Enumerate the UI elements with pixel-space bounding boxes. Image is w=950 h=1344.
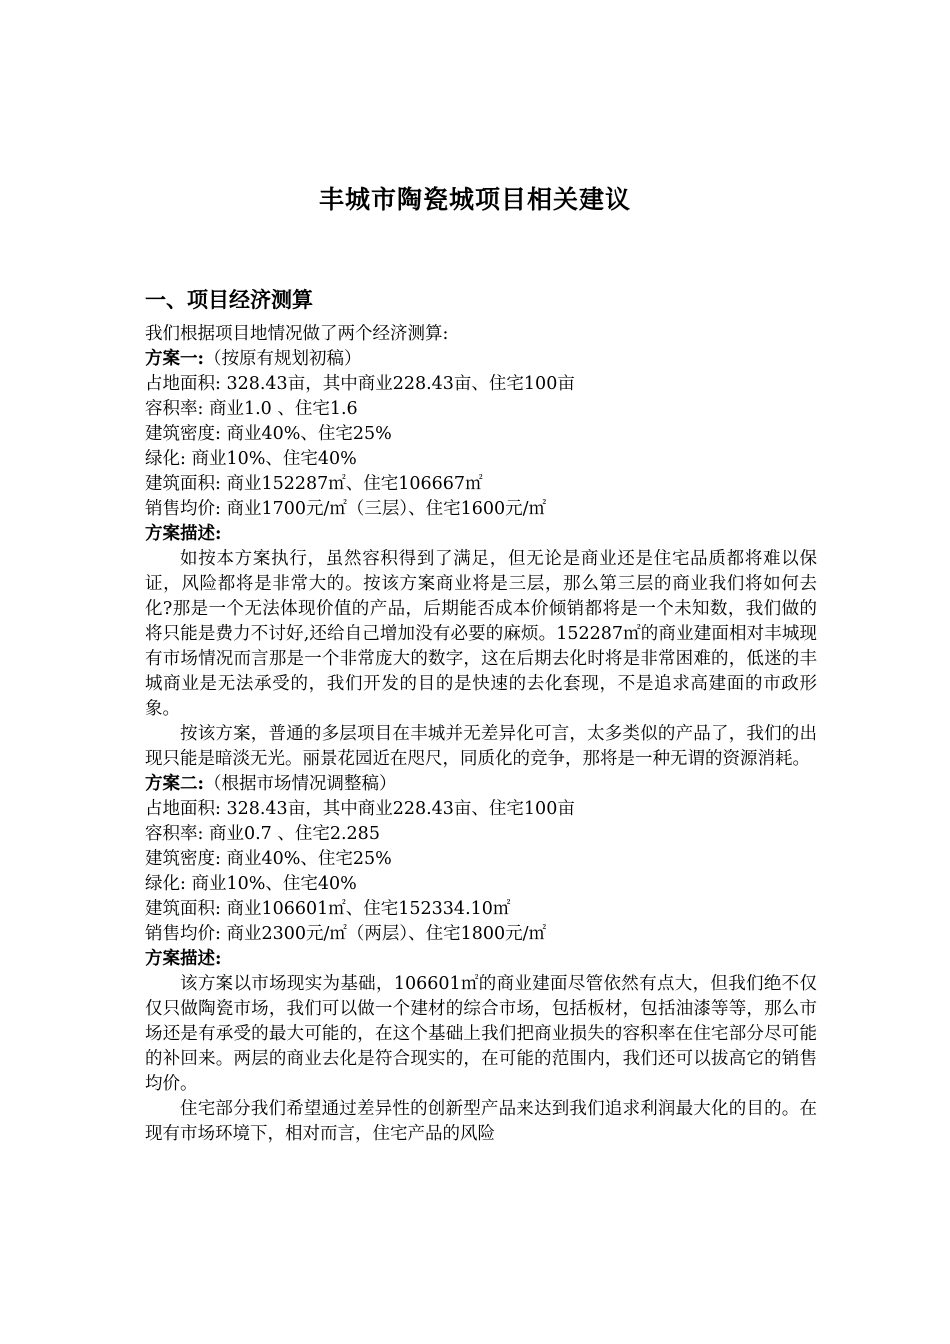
plan1-building-density: 建筑密度: 商业40%、住宅25%: [145, 424, 392, 444]
plan2-desc-label: 方案描述:: [145, 949, 222, 969]
plan2-desc-paragraph-1: 该方案以市场现实为基础，106601㎡的商业建面尽管依然有点大，但我们绝不仅仅只做陶瓷市场，我们可以做一个建材的综合市场，包括板材，包括油漆等等，那么市场还是有承受的最大可能的，在这个基础上我们把商业损失的容积率在住宅部分尽可能的补回来。两层的商业去化是符合现实的，在可能的范围内，我们还可以拔高它的销售均价。: [145, 974, 817, 1094]
plan1-floor-area: 建筑面积: 商业152287㎡、住宅106667㎡: [145, 474, 483, 494]
plan2-avg-price: 销售均价: 商业2300元/㎡（两层）、住宅1800元/㎡: [145, 924, 547, 944]
plan1-desc-label: 方案描述:: [145, 524, 222, 544]
plan1-desc-paragraph-1: 如按本方案执行，虽然容积得到了满足，但无论是商业还是住宅品质都将难以保证，风险都将是非常大的。按该方案商业将是三层，那么第三层的商业我们将如何去化?那是一个无法体现价值的产品，后期能否成本价倾销都将是一个未知数，我们做的将只能是费力不讨好,还给自己增加没有必要的麻烦。152287㎡的商业建面相对丰城现有市场情况而言那是一个非常庞大的数字，这在后期去化时将是非常困难的，低迷的丰城商业是无法承受的，我们开发的目的是快速的去化套现，不是追求高建面的市政形象。: [145, 549, 817, 719]
plan1-desc-paragraph-2: 按该方案，普通的多层项目在丰城并无差异化可言，太多类似的产品了，我们的出现只能是暗淡无光。丽景花园近在咫尺，同质化的竞争，那将是一种无谓的资源消耗。: [145, 724, 817, 769]
document-title: 丰城市陶瓷城项目相关建议: [318, 185, 631, 214]
plan1-land-area: 占地面积: 328.43亩，其中商业228.43亩、住宅100亩: [145, 374, 575, 394]
plan2-label: 方案二:: [145, 774, 204, 794]
plan1-heading: [145, 347, 817, 372]
plan2-note: （根据市场情况调整稿）: [203, 774, 397, 794]
plan2-plot-ratio: 容积率: 商业0.7 、住宅2.285: [145, 824, 380, 844]
plan2-building-density: 建筑密度: 商业40%、住宅25%: [145, 849, 392, 869]
plan2-land-area: 占地面积: 328.43亩，其中商业228.43亩、住宅100亩: [145, 799, 575, 819]
plan1-plot-ratio: 容积率: 商业1.0 、住宅1.6: [145, 399, 358, 419]
plan2-greening: 绿化: 商业10%、住宅40%: [145, 874, 357, 894]
plan1-label: 方案一:: [145, 349, 204, 369]
plan2-heading: [145, 772, 817, 797]
plan2-floor-area: 建筑面积: 商业106601㎡、住宅152334.10㎡: [145, 899, 511, 919]
intro-text: 我们根据项目地情况做了两个经济测算:: [145, 324, 449, 344]
plan1-note: （按原有规划初稿）: [203, 349, 362, 369]
section-heading: 一、项目经济测算: [145, 287, 313, 312]
plan1-avg-price: 销售均价: 商业1700元/㎡（三层）、住宅1600元/㎡: [145, 499, 547, 519]
plan1-greening: 绿化: 商业10%、住宅40%: [145, 449, 357, 469]
document-body: [145, 322, 817, 1147]
plan2-desc-paragraph-2: 住宅部分我们希望通过差异性的创新型产品来达到我们追求利润最大化的目的。在现有市场环境下，相对而言，住宅产品的风险: [145, 1099, 817, 1144]
